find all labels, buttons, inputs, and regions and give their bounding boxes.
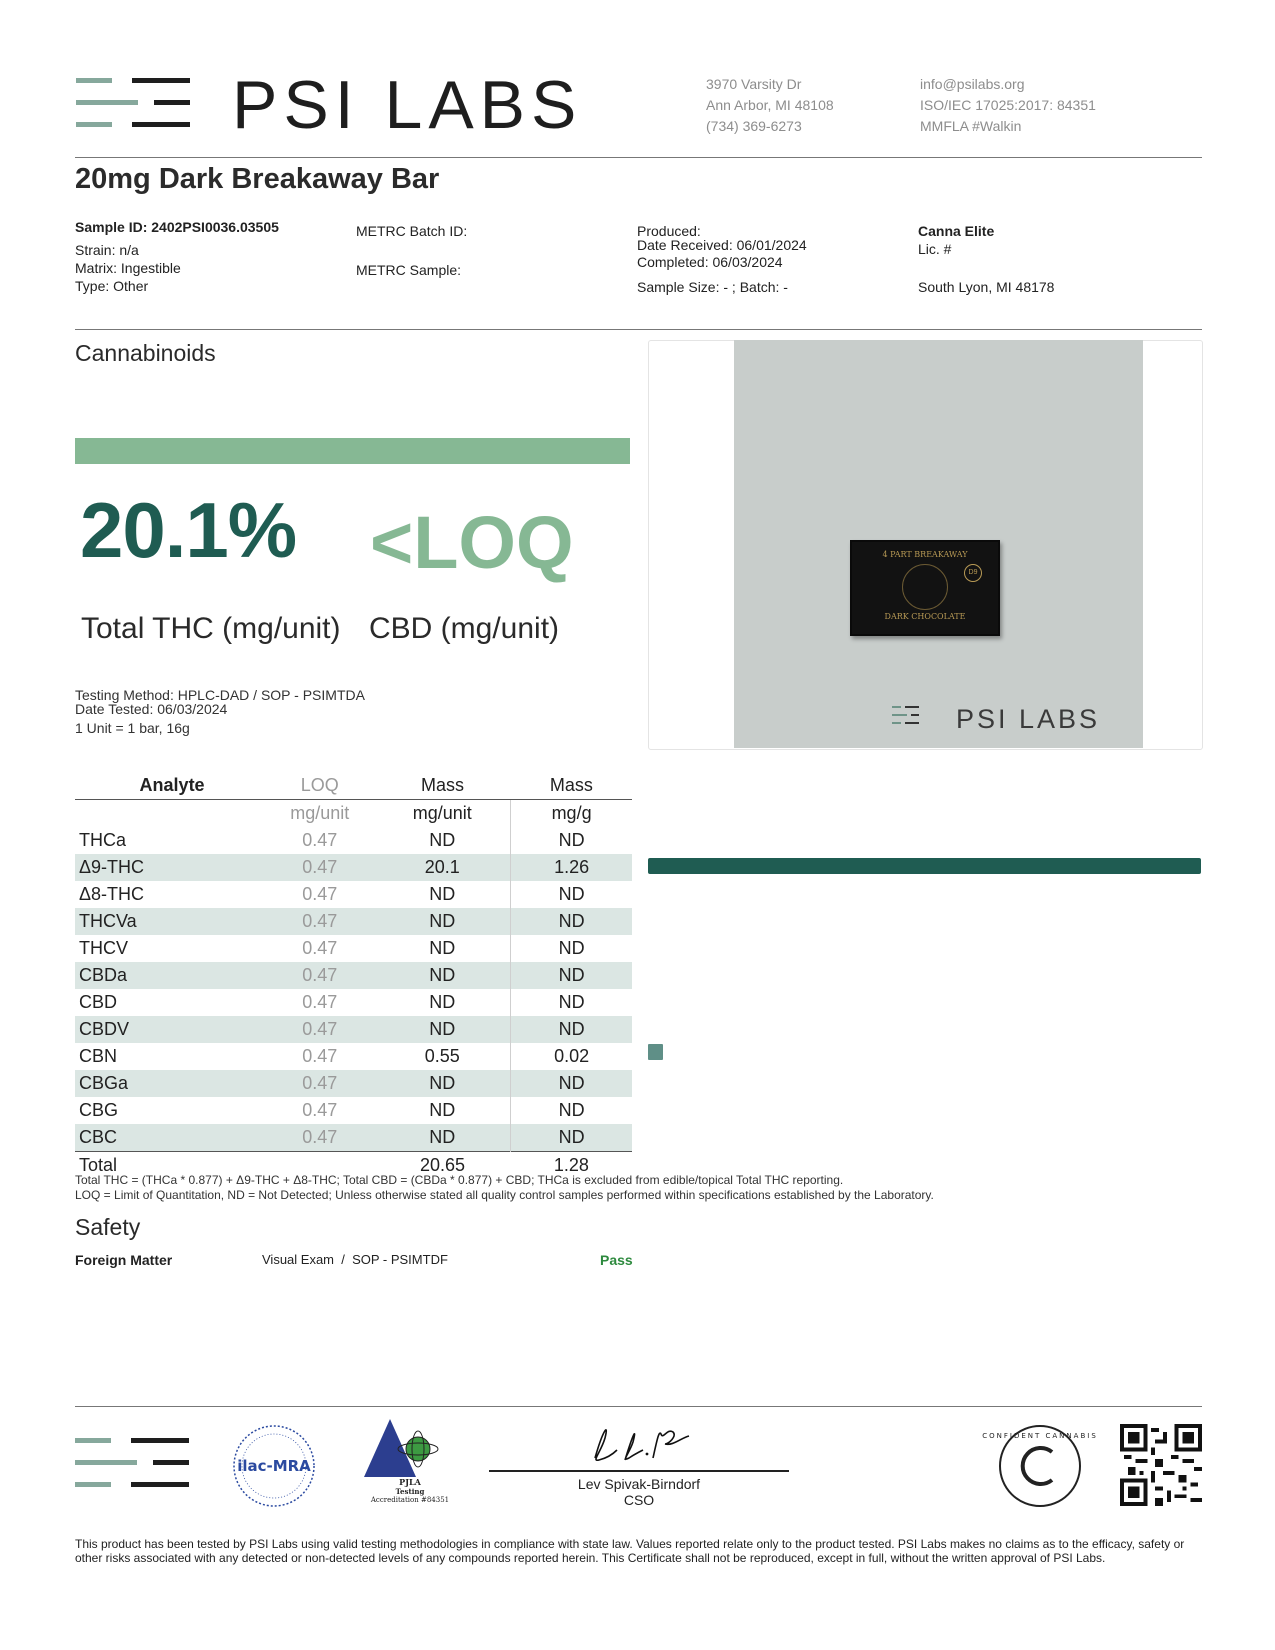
cbd-value: <LOQ xyxy=(370,501,574,584)
mass-g-cell: ND xyxy=(558,992,585,1012)
mass-unit-cell: ND xyxy=(374,1124,510,1152)
mass-unit-cell: ND xyxy=(374,881,510,908)
d9-thc-bar xyxy=(648,858,1201,874)
table-row xyxy=(75,962,632,989)
safety-test-method: Visual Exam / SOP - PSIMTDF xyxy=(262,1252,448,1267)
loq-cell: 0.47 xyxy=(265,1070,374,1097)
loq-cell: 0.47 xyxy=(265,908,374,935)
client-name: Canna Elite xyxy=(918,223,995,239)
mass-g-cell: ND xyxy=(511,962,632,989)
table-row xyxy=(75,989,632,1016)
qr-code-icon[interactable] xyxy=(1120,1424,1202,1506)
table-header-row xyxy=(75,772,632,800)
table-row xyxy=(75,935,632,962)
analyte-cell: THCVa xyxy=(75,908,265,935)
loq-cell: 0.47 xyxy=(265,1124,374,1152)
unit-definition: 1 Unit = 1 bar, 16g xyxy=(75,720,190,736)
ilac-mra-seal-icon xyxy=(232,1424,316,1508)
analyte-cell: Δ9-THC xyxy=(75,854,265,881)
package-badge: D9 xyxy=(964,564,982,582)
analyte-cell: THCa xyxy=(79,830,127,850)
mass-g-cell: ND xyxy=(511,908,632,935)
col-loq: LOQ xyxy=(265,772,374,800)
header-divider xyxy=(75,157,1202,158)
disclaimer: This product has been tested by PSI Labs using valid testing methodologies in compliance with state law. Values reported relate only to the product tested. PSI Labs makes no claims as to the efficacy, safety or other risks associated with any detected or non-detected levels of any compounds reported herein. This Certificate shall not be reproduced, except in full, without the written approval of PSI Labs. xyxy=(75,1537,1185,1565)
table-row xyxy=(75,1016,632,1043)
mass-g-cell: 0.02 xyxy=(554,1046,590,1066)
table-row xyxy=(75,1124,632,1152)
footer-divider xyxy=(75,1406,1202,1407)
loq-cell: 0.47 xyxy=(302,1046,338,1066)
table-row xyxy=(75,1043,632,1070)
pjla-caption: PJLA Testing Accreditation #84351 xyxy=(370,1477,450,1504)
lab-contact: info@psilabs.org ISO/IEC 17025:2017: 84351 MMFLA #Walkin xyxy=(920,76,1096,134)
table-notes: Total THC = (THCa * 0.877) + Δ9-THC + Δ8-THC; Total CBD = (CBDa * 0.877) + CBD; THCa is excluded from edible/topical Total THC reporting. LOQ = Limit of Quantitation, ND = Not Detected; Unless otherwise stated all quality control samples performed within specifications established by the Laboratory. xyxy=(75,1173,934,1202)
mass-g-cell: ND xyxy=(558,938,585,958)
table-row xyxy=(75,854,632,881)
mass-g-cell: ND xyxy=(558,1100,585,1120)
table-row xyxy=(75,881,632,908)
total-mass-g: 1.28 xyxy=(511,1152,632,1180)
psi-labs-logo-icon xyxy=(76,78,196,130)
table-row xyxy=(75,827,632,854)
metrc-batch: METRC Batch ID: xyxy=(356,223,468,239)
analyte-cell: CBGa xyxy=(75,1070,265,1097)
table-units-row: mg/unit mg/unit mg/g xyxy=(75,800,632,828)
brand-name: PSI LABS xyxy=(232,67,583,143)
mass-unit-cell: ND xyxy=(374,1097,510,1124)
analyte-cell: THCV xyxy=(79,938,128,958)
mass-unit-cell: ND xyxy=(374,827,510,854)
analyte-table xyxy=(75,772,632,1179)
analyte-cell: CBG xyxy=(79,1100,119,1120)
mass-unit-cell: 20.1 xyxy=(374,854,510,881)
client-location: South Lyon, MI 48178 xyxy=(918,279,1055,295)
total-thc-value: 20.1% xyxy=(80,486,297,574)
mass-unit-cell: ND xyxy=(374,962,510,989)
signatory-name: Lev Spivak-Birndorf xyxy=(577,1476,701,1492)
product-title: 20mg Dark Breakaway Bar xyxy=(75,163,440,195)
loq-cell: 0.47 xyxy=(302,1100,338,1120)
client-info xyxy=(918,222,1054,296)
photo-brand-text: PSI LABS xyxy=(956,704,1101,734)
metrc-sample: METRC Sample: xyxy=(356,262,462,278)
analyte-cell: CBD xyxy=(79,992,118,1012)
mass-unit-cell: ND xyxy=(374,989,510,1016)
testing-method: Testing Method: HPLC-DAD / SOP - PSIMTDA xyxy=(75,687,365,703)
package-emblem-icon xyxy=(902,564,948,610)
analyte-cell: CBDa xyxy=(75,962,265,989)
testing-method-info xyxy=(75,688,365,735)
ilac-mra-text: ilac-MRA xyxy=(237,1457,311,1475)
table-row xyxy=(75,1097,632,1124)
date-tested: Date Tested: 06/03/2024 xyxy=(75,701,228,717)
footer-logo-icon xyxy=(75,1438,195,1490)
product-package: 4 PART BREAKAWAY D9 DARK CHOCOLATE xyxy=(850,540,1000,636)
mass-unit-cell: ND xyxy=(374,1016,510,1043)
safety-heading: Safety xyxy=(75,1214,141,1240)
safety-test-name: Foreign Matter xyxy=(75,1252,173,1268)
cannabinoids-accent-bar xyxy=(75,438,630,464)
loq-cell: 0.47 xyxy=(265,1016,374,1043)
safety-result: Pass xyxy=(600,1252,633,1268)
col-mass-unit: Mass xyxy=(374,772,510,800)
mass-unit-cell: ND xyxy=(374,935,510,962)
analyte-cell: Δ8-THC xyxy=(79,884,145,904)
confident-cannabis-seal-icon xyxy=(982,1424,1098,1508)
loq-cell: 0.47 xyxy=(265,854,374,881)
dates-info: Produced: Date Received: 06/01/2024 Completed: 06/03/2024 Sample Size: - ; Batch: - xyxy=(637,223,807,295)
mass-g-cell: ND xyxy=(511,1070,632,1097)
analyte-cell: CBN xyxy=(79,1046,118,1066)
meta-divider xyxy=(75,329,1202,330)
table-row xyxy=(75,1070,632,1097)
seal-text: CONFIDENT CANNABIS xyxy=(982,1432,1098,1440)
mass-g-cell: ND xyxy=(558,830,585,850)
mass-g-cell: ND xyxy=(558,884,585,904)
cbn-bar xyxy=(648,1044,663,1060)
loq-cell: 0.47 xyxy=(302,938,338,958)
mass-g-cell: ND xyxy=(511,1124,632,1152)
mass-unit-cell: ND xyxy=(374,908,510,935)
col-mass-g: Mass xyxy=(511,772,632,800)
mass-g-cell: ND xyxy=(511,1016,632,1043)
lab-address: 3970 Varsity Dr Ann Arbor, MI 48108 (734) 369-6273 xyxy=(706,76,834,134)
loq-cell: 0.47 xyxy=(302,830,338,850)
signatory xyxy=(489,1476,789,1508)
mass-g-cell: 1.26 xyxy=(511,854,632,881)
total-label: Total xyxy=(75,1152,265,1180)
analyte-cell: CBDV xyxy=(75,1016,265,1043)
sample-matrix: Matrix: Ingestible xyxy=(75,260,181,276)
loq-cell: 0.47 xyxy=(302,992,338,1012)
loq-cell: 0.47 xyxy=(302,884,338,904)
mass-unit-cell: 0.55 xyxy=(374,1043,510,1070)
total-mass-unit: 20.65 xyxy=(374,1152,510,1180)
pjla-logo-icon xyxy=(362,1417,442,1479)
total-thc-label: Total THC (mg/unit) xyxy=(81,612,341,645)
loq-cell: 0.47 xyxy=(265,962,374,989)
photo-logo-icon xyxy=(892,706,920,724)
sample-info xyxy=(75,218,279,295)
signatory-title: CSO xyxy=(623,1492,655,1508)
signature-icon xyxy=(585,1420,697,1466)
cannabinoids-heading: Cannabinoids xyxy=(75,340,216,366)
signature-line xyxy=(489,1470,789,1472)
analyte-cell: CBC xyxy=(75,1124,265,1152)
sample-strain: Strain: n/a xyxy=(75,242,139,258)
cbd-label: CBD (mg/unit) xyxy=(369,612,560,645)
sample-type: Type: Other xyxy=(75,278,149,294)
sample-id: Sample ID: 2402PSI0036.03505 xyxy=(75,219,279,235)
table-row xyxy=(75,908,632,935)
col-analyte: Analyte xyxy=(75,772,265,800)
client-license: Lic. # xyxy=(918,241,952,257)
mass-unit-cell: ND xyxy=(374,1070,510,1097)
